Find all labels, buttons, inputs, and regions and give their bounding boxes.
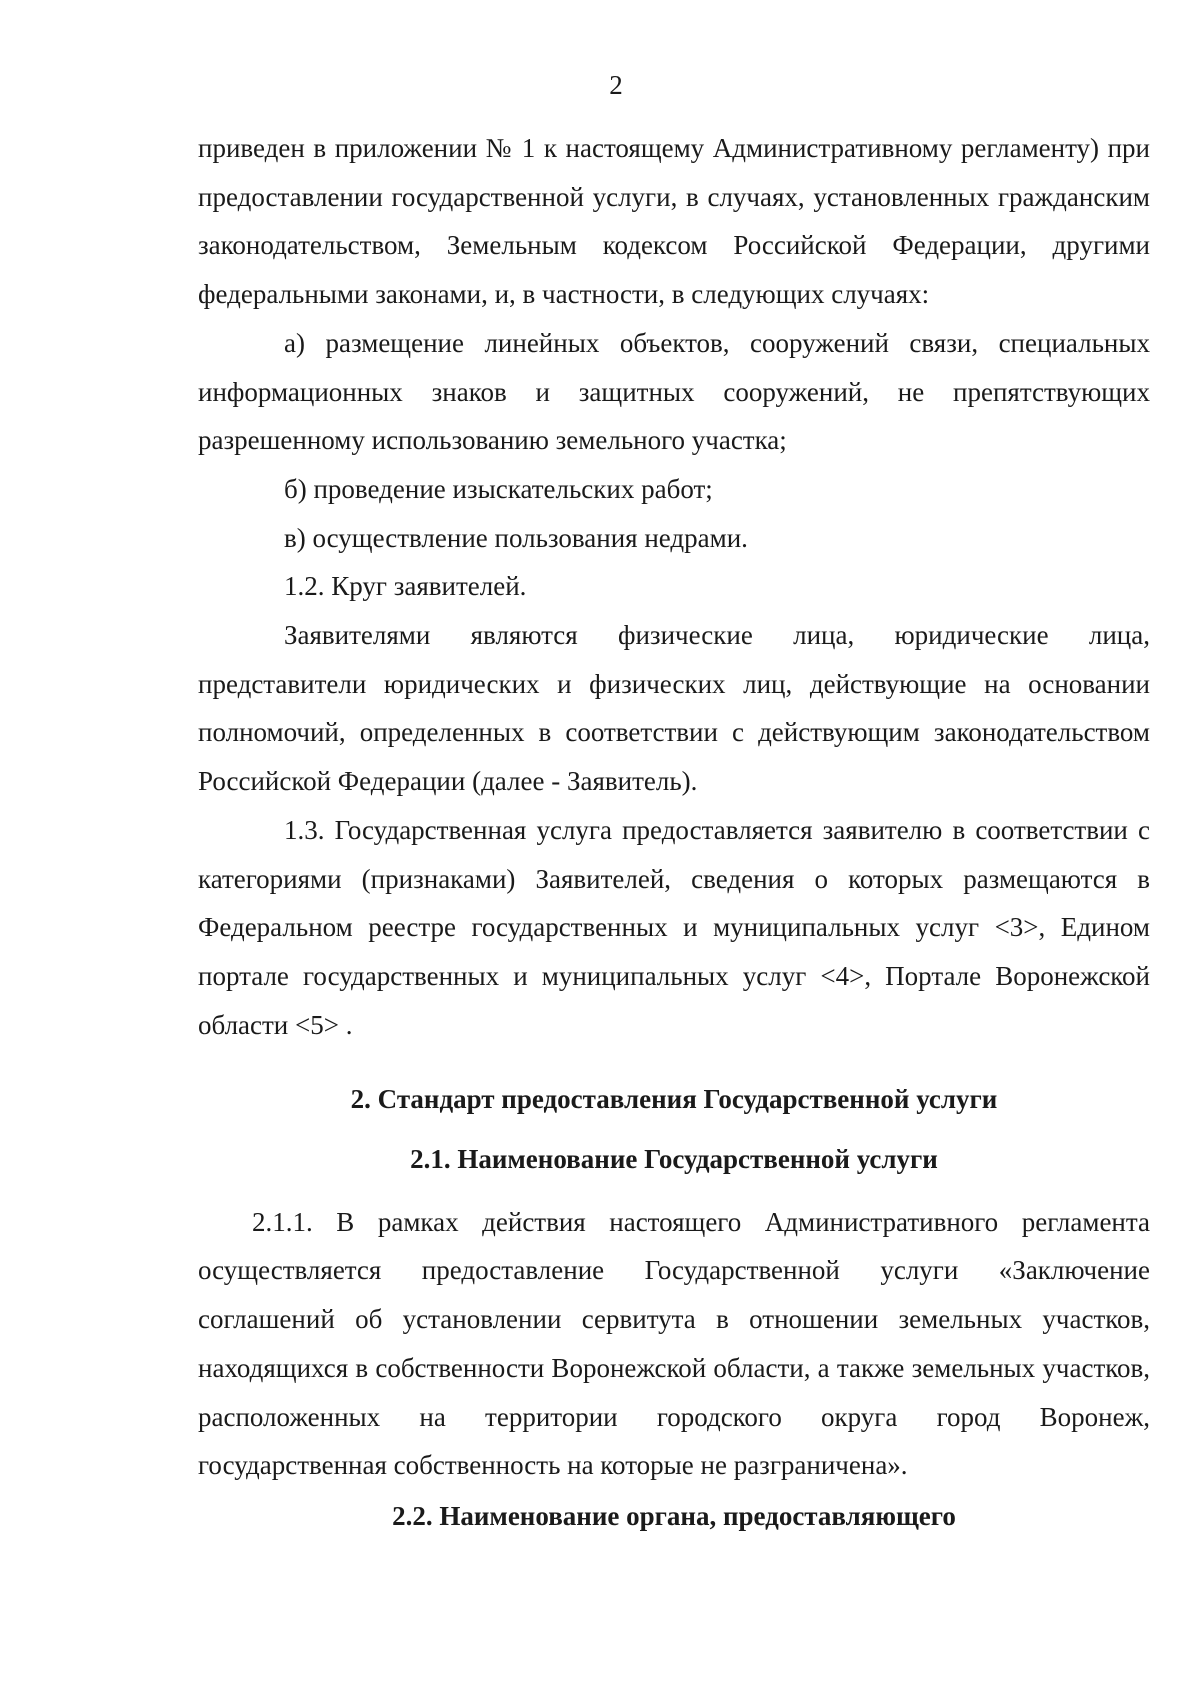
section-2-2-heading: 2.2. Наименование органа, предоставляющего [392, 1500, 956, 1531]
page-number: 2 [609, 70, 623, 100]
paragraph-1-2-title: 1.2. Круг заявителей. [284, 571, 527, 602]
paragraph-item-b: б) проведение изыскательских работ; [284, 473, 713, 504]
paragraph-item-a: а) размещение линейных объектов, сооружений связи, специальных информационных знаков и защитных сооружений, не препятствующих разрешенному использованию земельного участка; [198, 327, 1150, 456]
section-2-1-heading: 2.1. Наименование Государственной услуги [410, 1144, 938, 1175]
section-2-heading: 2. Стандарт предоставления Государственной услуги [350, 1084, 998, 1115]
document-body [198, 124, 1150, 1541]
paragraph-continuation: приведен в приложении № 1 к настоящему Административному регламенту) при предоставлении государственной услуги, в случаях, установленных гражданским законодательством, Земельным кодексом Российской Федерации, другими федеральными законами, и, в частности, в следующих случаях: [198, 133, 1150, 310]
paragraph-1-3: 1.3. Государственная услуга предоставляется заявителю в соответствии с категориями (признаками) Заявителей, сведения о которых размещаются в Федеральном реестре государственных и муниципальных услуг <3>, Едином портале государственных и муниципальных услуг <4>, Портале Воронежской области <5> . [198, 814, 1150, 1040]
paragraph-applicants: Заявителями являются физические лица, юридические лица, представители юридических и физических лиц, действующие на основании полномочий, определенных в соответствии с действующим законодательством Российской Федерации (далее - Заявитель). [198, 620, 1150, 797]
paragraph-item-c: в) осуществление пользования недрами. [284, 522, 748, 553]
paragraph-2-1-1: 2.1.1. В рамках действия настоящего Административного регламента осуществляется предоставление Государственной услуги «Заключение соглашений об установлении сервитута в отношении земельных участков, находящихся в собственности Воронежской области, а также земельных участков, расположенных на территории городского округа город Воронеж, государственная собственность на которые не разграничена». [198, 1206, 1150, 1481]
